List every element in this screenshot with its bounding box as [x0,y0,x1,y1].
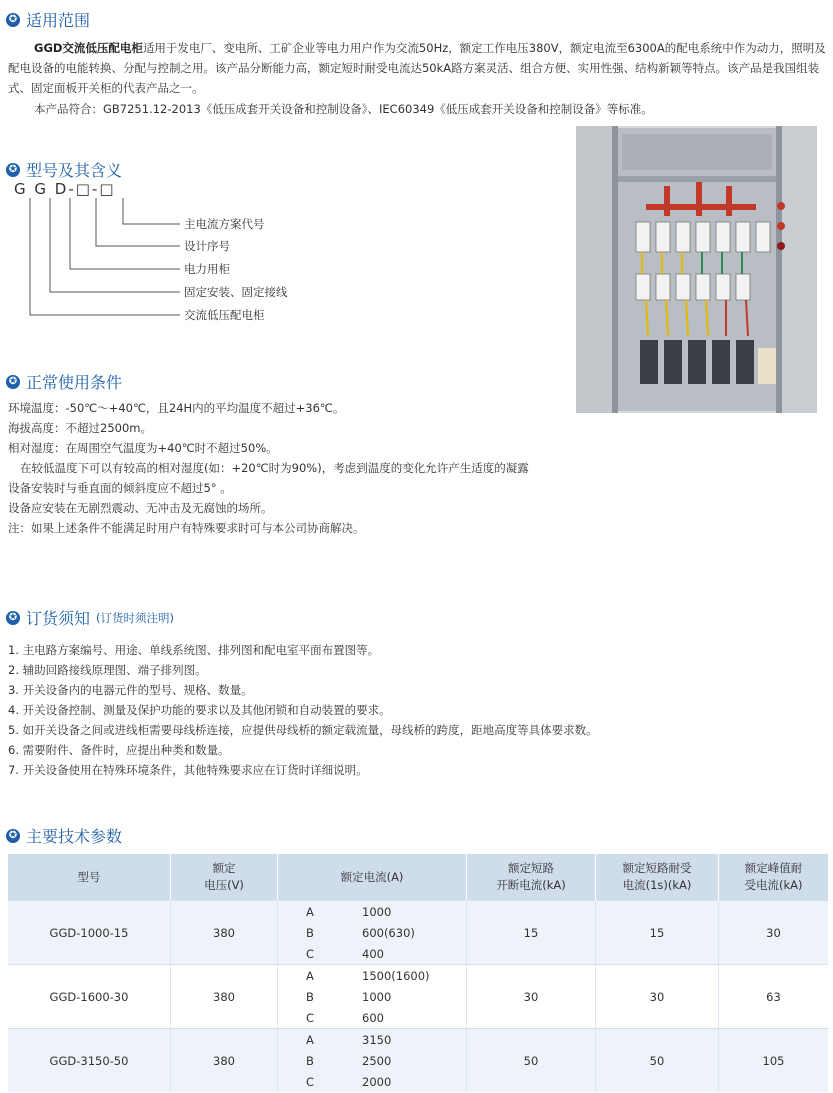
cell-breaking: 15 [467,901,596,965]
cell-grade: C [278,1071,363,1092]
header-peak: 额定峰值耐 受电流(kA) [719,854,829,901]
model-meaning-item: 固定安装、固定接线 [184,285,288,299]
cell-current: 400 [362,943,467,965]
standards-line: 本产品符合：GB7251.12-2013《低压成套开关设备和控制设备》、IEC60349《低压成套开关设备和控制设备》等标准。 [34,102,653,116]
condition-note: 注：如果上述条件不能满足时用户有特殊要求时可与本公司协商解决。 [8,521,365,535]
cell-grade: B [278,986,363,1007]
ordering-item: 5. 如开关设备之间或进线柜需要母线桥连接，应提供母线桥的额定载流量，母线桥的跨度，距地高度等具体要求数。 [8,723,598,737]
cell-grade: A [278,1029,363,1051]
cell-current: 2000 [362,1071,467,1092]
table-header-row [8,854,828,901]
header-model: 型号 [8,854,171,901]
ordering-item: 4. 开关设备控制、测量及保护功能的要求以及其他闭锁和自动装置的要求。 [8,703,391,717]
product-name: GGD交流低压配电柜 [34,41,143,55]
cell-voltage: 380 [171,1029,278,1093]
cabinet-photo [576,126,817,413]
cell-voltage: 380 [171,901,278,965]
cell-current: 3150 [362,1029,467,1051]
condition-line: 在较低温度下可以有较高的相对湿度(如：+20℃时为90%)，考虑到温度的变化允许产生适度的凝露 [20,461,529,475]
cell-current: 1000 [362,901,467,923]
star-icon: ✪ [6,13,20,27]
model-meaning-item: 设计序号 [184,239,230,253]
cell-grade: B [278,1050,363,1071]
cell-voltage: 380 [171,965,278,1029]
cell-short-time: 15 [596,901,719,965]
cell-current: 600 [362,1007,467,1029]
cell-peak: 63 [719,965,829,1029]
cell-model: GGD-3150-50 [8,1029,171,1093]
table-row [8,965,828,987]
model-bracket-lines [0,0,200,330]
section-title-ordering: ✪ 订货须知 (订货时须注明) [6,606,174,629]
cell-grade: C [278,943,363,965]
cell-short-time: 50 [596,1029,719,1093]
cell-grade: A [278,965,363,987]
model-meaning-item: 交流低压配电柜 [184,308,265,322]
header-voltage: 额定 电压(V) [171,854,278,901]
star-icon: ✪ [6,375,20,389]
header-breaking: 额定短路 开断电流(kA) [467,854,596,901]
cell-model: GGD-1000-15 [8,901,171,965]
cell-model: GGD-1600-30 [8,965,171,1029]
model-meaning-item: 电力用柜 [184,262,230,276]
section-title-model: ✪ 型号及其含义 [6,158,122,181]
technical-params-table [8,854,828,1092]
header-short-time: 额定短路耐受 电流(1s)(kA) [596,854,719,901]
table-row [8,1029,828,1051]
cell-current: 2500 [362,1050,467,1071]
ordering-item: 2. 辅助回路接线原理图、端子排列图。 [8,663,207,677]
model-code: G G D-□-□ [14,180,116,198]
condition-line: 设备安装时与垂直面的倾斜度应不超过5° 。 [8,481,232,495]
cell-grade: C [278,1007,363,1029]
star-icon: ✪ [6,611,20,625]
ordering-item: 3. 开关设备内的电器元件的型号、规格、数量。 [8,683,253,697]
cell-breaking: 30 [467,965,596,1029]
cell-breaking: 50 [467,1029,596,1093]
condition-line: 设备应安装在无剧烈震动、无冲击及无腐蚀的场所。 [8,501,273,515]
table-row [8,901,828,923]
condition-line: 海拔高度：不超过2500m。 [8,421,152,435]
cell-current: 1500(1600) [362,965,467,987]
ordering-item: 1. 主电路方案编号、用途、单线系统图、排列图和配电室平面布置图等。 [8,643,380,657]
cell-current: 600(630) [362,922,467,943]
cell-peak: 30 [719,901,829,965]
ordering-item: 7. 开关设备使用在特殊环境条件，其他特殊要求应在订货时详细说明。 [8,763,368,777]
header-current: 额定电流(A) [278,854,467,901]
star-icon: ✪ [6,829,20,843]
star-icon: ✪ [6,163,20,177]
section-title-conditions: ✪ 正常使用条件 [6,370,122,393]
cell-peak: 105 [719,1029,829,1093]
condition-line: 环境温度：-50℃～+40℃，且24H内的平均温度不超过+36℃。 [8,401,345,415]
cell-grade: B [278,922,363,943]
section-title-scope: ✪ 适用范围 [6,8,90,31]
cell-short-time: 30 [596,965,719,1029]
condition-line: 相对湿度：在周围空气温度为+40℃时不超过50%。 [8,441,278,455]
cell-current: 1000 [362,986,467,1007]
section-title-params: ✪ 主要技术参数 [6,824,122,847]
ordering-item: 6. 需要附件、备件时，应提出种类和数量。 [8,743,230,757]
model-meaning-item: 主电流方案代号 [184,217,265,231]
cell-grade: A [278,901,363,923]
ordering-subtitle: (订货时须注明) [96,610,174,625]
scope-paragraph: GGD交流低压配电柜适用于发电厂、变电所、工矿企业等电力用户作为交流50Hz，额定工作电压380V，额定电流至6300A的配电系统中作为动力，照明及配电设备的电能转换、分配与控制之用。该产品分断能力高，额定短时耐受电流达50kA路方案灵活、组合方便、实用性强、结构新颖等特点。该产品是我国组装式、固定面板开关柜的代表产品之一。 [8,41,826,95]
